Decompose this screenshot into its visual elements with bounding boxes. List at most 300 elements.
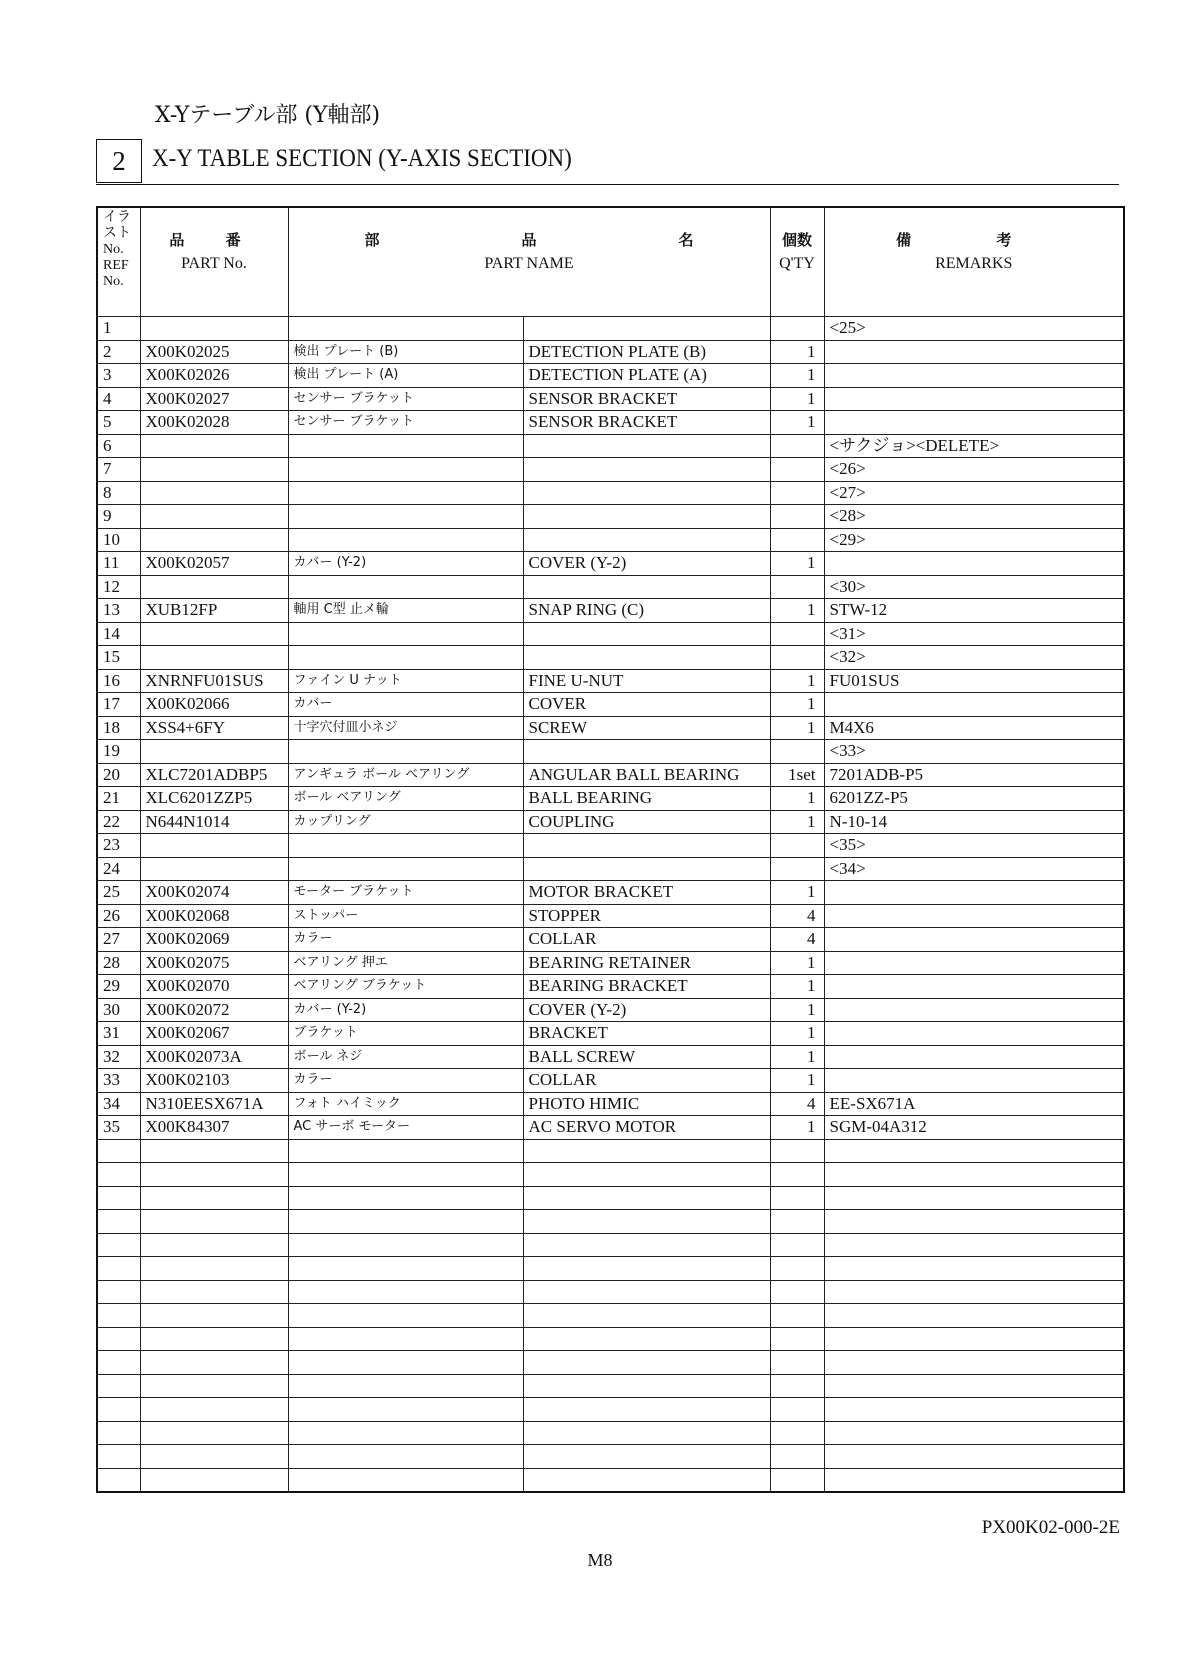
empty-table-row <box>97 1421 1124 1445</box>
qty-cell <box>770 434 824 458</box>
part-name-en-cell <box>523 1280 770 1304</box>
ref-cell: 31 <box>97 1022 140 1046</box>
part-no-cell <box>140 646 288 670</box>
ref-cell <box>97 1398 140 1422</box>
part-name-jp-cell <box>288 528 523 552</box>
part-name-jp-cell <box>288 1233 523 1257</box>
remarks-cell <box>824 411 1124 435</box>
table-row <box>97 411 1124 435</box>
ref-cell <box>97 1374 140 1398</box>
empty-table-row <box>97 1233 1124 1257</box>
remarks-cell <box>824 1233 1124 1257</box>
part-name-jp-cell: AC サーボ モーター <box>288 1116 523 1140</box>
ref-cell: 11 <box>97 552 140 576</box>
part-name-jp-cell: カバー (Y-2) <box>288 998 523 1022</box>
part-no-cell: X00K02069 <box>140 928 288 952</box>
qty-cell <box>770 1304 824 1328</box>
qty-cell: 1 <box>770 552 824 576</box>
table-row <box>97 552 1124 576</box>
part-name-jp-cell: ボール ネジ <box>288 1045 523 1069</box>
ref-cell: 3 <box>97 364 140 388</box>
qty-cell: 1 <box>770 387 824 411</box>
qty-cell <box>770 1398 824 1422</box>
part-no-cell: X00K02072 <box>140 998 288 1022</box>
part-no-cell: XLC7201ADBP5 <box>140 763 288 787</box>
remarks-cell: <30> <box>824 575 1124 599</box>
qty-cell <box>770 1233 824 1257</box>
part-name-en-cell <box>523 1445 770 1469</box>
table-row <box>97 904 1124 928</box>
qty-cell: 1 <box>770 669 824 693</box>
section-title-en: X-Y TABLE SECTION (Y-AXIS SECTION) <box>152 145 572 172</box>
part-no-cell <box>140 1374 288 1398</box>
ref-cell: 13 <box>97 599 140 623</box>
remarks-cell <box>824 1069 1124 1093</box>
part-name-en-cell: BALL SCREW <box>523 1045 770 1069</box>
table-row <box>97 340 1124 364</box>
part-name-en-cell: FINE U-NUT <box>523 669 770 693</box>
part-name-en-cell: STOPPER <box>523 904 770 928</box>
empty-table-row <box>97 1445 1124 1469</box>
table-row <box>97 693 1124 717</box>
part-name-en-cell <box>523 622 770 646</box>
header-name-en: PART NAME <box>484 255 574 272</box>
table-row <box>97 505 1124 529</box>
remarks-cell <box>824 904 1124 928</box>
header-remarks-en: REMARKS <box>935 255 1013 272</box>
part-name-jp-cell: ストッパー <box>288 904 523 928</box>
part-no-cell <box>140 1280 288 1304</box>
part-name-en-cell <box>523 1304 770 1328</box>
part-no-cell <box>140 622 288 646</box>
part-name-en-cell <box>523 528 770 552</box>
part-name-en-cell: BALL BEARING <box>523 787 770 811</box>
remarks-cell <box>824 928 1124 952</box>
remarks-cell: EE-SX671A <box>824 1092 1124 1116</box>
section-title-jp: X-Yテーブル部 (Y軸部) <box>155 103 381 128</box>
header-name-jp-3: 名 <box>678 231 694 249</box>
qty-cell <box>770 857 824 881</box>
part-name-en-cell <box>523 1210 770 1234</box>
ref-cell: 30 <box>97 998 140 1022</box>
part-name-en-cell <box>523 1398 770 1422</box>
part-name-jp-cell <box>288 1374 523 1398</box>
part-name-en-cell <box>523 505 770 529</box>
ref-cell: 19 <box>97 740 140 764</box>
empty-table-row <box>97 1186 1124 1210</box>
remarks-cell <box>824 1257 1124 1281</box>
part-no-cell: X00K02103 <box>140 1069 288 1093</box>
ref-cell: 24 <box>97 857 140 881</box>
ref-cell: 28 <box>97 951 140 975</box>
table-row <box>97 599 1124 623</box>
table-row <box>97 1045 1124 1069</box>
part-name-en-cell: ANGULAR BALL BEARING <box>523 763 770 787</box>
part-name-en-cell <box>523 740 770 764</box>
part-no-cell <box>140 740 288 764</box>
part-no-cell <box>140 575 288 599</box>
remarks-cell: <27> <box>824 481 1124 505</box>
remarks-cell <box>824 975 1124 999</box>
part-no-cell: XNRNFU01SUS <box>140 669 288 693</box>
part-name-en-cell <box>523 1421 770 1445</box>
part-no-cell: X00K84307 <box>140 1116 288 1140</box>
remarks-cell: 6201ZZ-P5 <box>824 787 1124 811</box>
qty-cell: 1 <box>770 810 824 834</box>
table-row <box>97 763 1124 787</box>
ref-cell <box>97 1139 140 1163</box>
part-name-jp-cell <box>288 1257 523 1281</box>
ref-cell: 10 <box>97 528 140 552</box>
part-name-jp-cell <box>288 622 523 646</box>
empty-table-row <box>97 1327 1124 1351</box>
remarks-cell <box>824 1468 1124 1492</box>
part-no-cell: XLC6201ZZP5 <box>140 787 288 811</box>
remarks-cell <box>824 1280 1124 1304</box>
part-name-en-cell <box>523 575 770 599</box>
header-name-jp-1: 部 <box>364 231 380 249</box>
part-no-cell: N310EESX671A <box>140 1092 288 1116</box>
table-row <box>97 575 1124 599</box>
ref-cell: 8 <box>97 481 140 505</box>
table-row <box>97 528 1124 552</box>
part-name-jp-cell: ベアリング ブラケット <box>288 975 523 999</box>
part-name-jp-cell: 軸用 C型 止メ輪 <box>288 599 523 623</box>
part-name-en-cell: MOTOR BRACKET <box>523 881 770 905</box>
part-name-en-cell: SENSOR BRACKET <box>523 387 770 411</box>
ref-cell <box>97 1163 140 1187</box>
qty-cell <box>770 1421 824 1445</box>
header-partno-jp: 品 番 <box>169 231 259 249</box>
part-name-jp-cell <box>288 740 523 764</box>
table-row <box>97 669 1124 693</box>
part-no-cell <box>140 1398 288 1422</box>
part-no-cell <box>140 1351 288 1375</box>
remarks-cell <box>824 552 1124 576</box>
part-name-en-cell: BEARING RETAINER <box>523 951 770 975</box>
remarks-cell: M4X6 <box>824 716 1124 740</box>
part-name-en-cell <box>523 857 770 881</box>
part-name-en-cell: COVER <box>523 693 770 717</box>
ref-cell: 34 <box>97 1092 140 1116</box>
remarks-cell: SGM-04A312 <box>824 1116 1124 1140</box>
header-qty-en: Q'TY <box>779 255 815 272</box>
table-row <box>97 317 1124 341</box>
remarks-cell <box>824 387 1124 411</box>
empty-table-row <box>97 1398 1124 1422</box>
table-row <box>97 1116 1124 1140</box>
ref-cell: 12 <box>97 575 140 599</box>
part-no-cell <box>140 317 288 341</box>
header-part-no <box>140 207 288 317</box>
part-name-en-cell: DETECTION PLATE (A) <box>523 364 770 388</box>
table-row <box>97 881 1124 905</box>
ref-cell <box>97 1445 140 1469</box>
table-row <box>97 646 1124 670</box>
table-row <box>97 1022 1124 1046</box>
empty-table-row <box>97 1163 1124 1187</box>
part-name-jp-cell <box>288 1398 523 1422</box>
part-no-cell: XUB12FP <box>140 599 288 623</box>
part-name-jp-cell: アンギュラ ボール ベアリング <box>288 763 523 787</box>
table-row <box>97 740 1124 764</box>
qty-cell <box>770 1327 824 1351</box>
table-row <box>97 951 1124 975</box>
ref-cell <box>97 1304 140 1328</box>
remarks-cell: <35> <box>824 834 1124 858</box>
qty-cell <box>770 528 824 552</box>
part-name-en-cell: COVER (Y-2) <box>523 552 770 576</box>
remarks-cell: <25> <box>824 317 1124 341</box>
remarks-cell: 7201ADB-P5 <box>824 763 1124 787</box>
part-no-cell <box>140 1445 288 1469</box>
empty-table-row <box>97 1304 1124 1328</box>
ref-cell: 14 <box>97 622 140 646</box>
part-name-jp-cell: カップリング <box>288 810 523 834</box>
ref-cell: 29 <box>97 975 140 999</box>
part-name-jp-cell <box>288 1139 523 1163</box>
header-part-name <box>288 207 770 317</box>
ref-cell <box>97 1351 140 1375</box>
table-row <box>97 857 1124 881</box>
part-name-jp-cell <box>288 646 523 670</box>
part-no-cell <box>140 434 288 458</box>
part-no-cell <box>140 1468 288 1492</box>
empty-table-row <box>97 1374 1124 1398</box>
part-name-jp-cell: フォト ハイミック <box>288 1092 523 1116</box>
ref-cell <box>97 1421 140 1445</box>
part-no-cell: X00K02026 <box>140 364 288 388</box>
remarks-cell <box>824 1022 1124 1046</box>
part-name-jp-cell: 検出 プレート (A) <box>288 364 523 388</box>
part-no-cell: X00K02075 <box>140 951 288 975</box>
part-name-en-cell <box>523 1186 770 1210</box>
part-name-jp-cell <box>288 481 523 505</box>
qty-cell: 1 <box>770 1116 824 1140</box>
ref-cell <box>97 1186 140 1210</box>
part-no-cell: X00K02068 <box>140 904 288 928</box>
part-name-en-cell <box>523 1163 770 1187</box>
qty-cell <box>770 458 824 482</box>
part-no-cell <box>140 505 288 529</box>
qty-cell: 1 <box>770 340 824 364</box>
remarks-cell <box>824 1186 1124 1210</box>
qty-cell <box>770 646 824 670</box>
part-name-jp-cell <box>288 1421 523 1445</box>
part-no-cell: X00K02073A <box>140 1045 288 1069</box>
part-name-en-cell: SNAP RING (C) <box>523 599 770 623</box>
part-no-cell: XSS4+6FY <box>140 716 288 740</box>
qty-cell: 1 <box>770 364 824 388</box>
part-name-en-cell: BEARING BRACKET <box>523 975 770 999</box>
part-name-en-cell <box>523 434 770 458</box>
qty-cell: 1 <box>770 975 824 999</box>
ref-cell: 21 <box>97 787 140 811</box>
ref-cell <box>97 1210 140 1234</box>
part-name-en-cell: BRACKET <box>523 1022 770 1046</box>
part-name-en-cell <box>523 1257 770 1281</box>
part-no-cell: X00K02027 <box>140 387 288 411</box>
remarks-cell <box>824 340 1124 364</box>
remarks-cell <box>824 1045 1124 1069</box>
ref-cell: 35 <box>97 1116 140 1140</box>
table-row <box>97 1069 1124 1093</box>
part-no-cell <box>140 1327 288 1351</box>
remarks-cell <box>824 1421 1124 1445</box>
qty-cell: 1 <box>770 1069 824 1093</box>
part-name-en-cell: COLLAR <box>523 928 770 952</box>
part-no-cell <box>140 834 288 858</box>
ref-cell: 5 <box>97 411 140 435</box>
part-name-jp-cell <box>288 1468 523 1492</box>
qty-cell <box>770 1163 824 1187</box>
title-underline <box>96 184 1119 185</box>
qty-cell <box>770 1257 824 1281</box>
part-name-jp-cell: 十字穴付皿小ネジ <box>288 716 523 740</box>
qty-cell: 4 <box>770 904 824 928</box>
part-name-en-cell <box>523 1139 770 1163</box>
part-no-cell: X00K02066 <box>140 693 288 717</box>
part-name-en-cell <box>523 834 770 858</box>
part-name-jp-cell: ベアリング 押エ <box>288 951 523 975</box>
part-no-cell <box>140 1233 288 1257</box>
qty-cell <box>770 1468 824 1492</box>
empty-table-row <box>97 1139 1124 1163</box>
header-ref-jp: イラスト No. <box>103 210 131 257</box>
page-number: M8 <box>587 1550 613 1570</box>
part-no-cell <box>140 458 288 482</box>
qty-cell: 1 <box>770 1045 824 1069</box>
ref-cell: 27 <box>97 928 140 952</box>
remarks-cell <box>824 1398 1124 1422</box>
table-row <box>97 434 1124 458</box>
table-row <box>97 975 1124 999</box>
ref-cell <box>97 1280 140 1304</box>
ref-cell <box>97 1233 140 1257</box>
qty-cell <box>770 481 824 505</box>
remarks-cell <box>824 1374 1124 1398</box>
ref-cell <box>97 1257 140 1281</box>
remarks-cell <box>824 998 1124 1022</box>
part-name-jp-cell <box>288 1304 523 1328</box>
remarks-cell: FU01SUS <box>824 669 1124 693</box>
qty-cell <box>770 834 824 858</box>
qty-cell: 1 <box>770 787 824 811</box>
part-name-jp-cell <box>288 434 523 458</box>
part-name-jp-cell <box>288 317 523 341</box>
table-row <box>97 716 1124 740</box>
table-row <box>97 998 1124 1022</box>
qty-cell: 1 <box>770 1022 824 1046</box>
qty-cell <box>770 1210 824 1234</box>
part-name-jp-cell <box>288 834 523 858</box>
empty-table-row <box>97 1468 1124 1492</box>
part-name-en-cell <box>523 317 770 341</box>
part-name-en-cell: AC SERVO MOTOR <box>523 1116 770 1140</box>
part-name-jp-cell: センサー ブラケット <box>288 411 523 435</box>
table-row <box>97 622 1124 646</box>
part-no-cell <box>140 1257 288 1281</box>
part-name-jp-cell <box>288 458 523 482</box>
table-row <box>97 787 1124 811</box>
table-row <box>97 834 1124 858</box>
part-no-cell: X00K02070 <box>140 975 288 999</box>
qty-cell: 4 <box>770 928 824 952</box>
qty-cell <box>770 1374 824 1398</box>
ref-cell: 25 <box>97 881 140 905</box>
header-ref-en: REF No. <box>103 258 129 289</box>
header-ref-no <box>97 207 140 317</box>
ref-cell: 17 <box>97 693 140 717</box>
remarks-cell: <28> <box>824 505 1124 529</box>
qty-cell <box>770 740 824 764</box>
part-no-cell <box>140 1186 288 1210</box>
ref-cell: 23 <box>97 834 140 858</box>
part-name-jp-cell <box>288 1280 523 1304</box>
part-name-en-cell <box>523 1468 770 1492</box>
table-header-row <box>97 207 1124 317</box>
part-no-cell: X00K02067 <box>140 1022 288 1046</box>
part-no-cell: X00K02057 <box>140 552 288 576</box>
parts-table <box>96 206 1125 1493</box>
remarks-cell <box>824 1304 1124 1328</box>
remarks-cell: <サクジョ><DELETE> <box>824 434 1124 458</box>
ref-cell <box>97 1468 140 1492</box>
qty-cell <box>770 622 824 646</box>
part-name-jp-cell: カバー (Y-2) <box>288 552 523 576</box>
remarks-cell: <29> <box>824 528 1124 552</box>
table-row <box>97 928 1124 952</box>
ref-cell: 4 <box>97 387 140 411</box>
part-name-en-cell: DETECTION PLATE (B) <box>523 340 770 364</box>
remarks-cell <box>824 1327 1124 1351</box>
part-name-jp-cell <box>288 857 523 881</box>
qty-cell: 1 <box>770 693 824 717</box>
remarks-cell <box>824 1351 1124 1375</box>
remarks-cell: N-10-14 <box>824 810 1124 834</box>
empty-table-row <box>97 1257 1124 1281</box>
part-name-en-cell: SENSOR BRACKET <box>523 411 770 435</box>
qty-cell: 4 <box>770 1092 824 1116</box>
ref-cell: 18 <box>97 716 140 740</box>
part-name-jp-cell <box>288 505 523 529</box>
part-name-en-cell: COLLAR <box>523 1069 770 1093</box>
header-partno-en: PART No. <box>181 255 247 272</box>
qty-cell <box>770 1186 824 1210</box>
part-name-jp-cell <box>288 1163 523 1187</box>
ref-cell: 33 <box>97 1069 140 1093</box>
table-row <box>97 458 1124 482</box>
ref-cell: 1 <box>97 317 140 341</box>
document-code: PX00K02-000-2E <box>981 1517 1120 1538</box>
remarks-cell <box>824 1139 1124 1163</box>
remarks-cell: <31> <box>824 622 1124 646</box>
ref-cell: 20 <box>97 763 140 787</box>
qty-cell: 1 <box>770 881 824 905</box>
header-name-jp-2: 品 <box>521 231 537 249</box>
table-row <box>97 481 1124 505</box>
qty-cell <box>770 505 824 529</box>
header-qty <box>770 207 824 317</box>
part-no-cell <box>140 528 288 552</box>
table-row <box>97 387 1124 411</box>
remarks-cell: <32> <box>824 646 1124 670</box>
part-no-cell: X00K02025 <box>140 340 288 364</box>
part-name-en-cell <box>523 1327 770 1351</box>
part-name-jp-cell: ブラケット <box>288 1022 523 1046</box>
part-name-jp-cell <box>288 1210 523 1234</box>
qty-cell <box>770 1280 824 1304</box>
